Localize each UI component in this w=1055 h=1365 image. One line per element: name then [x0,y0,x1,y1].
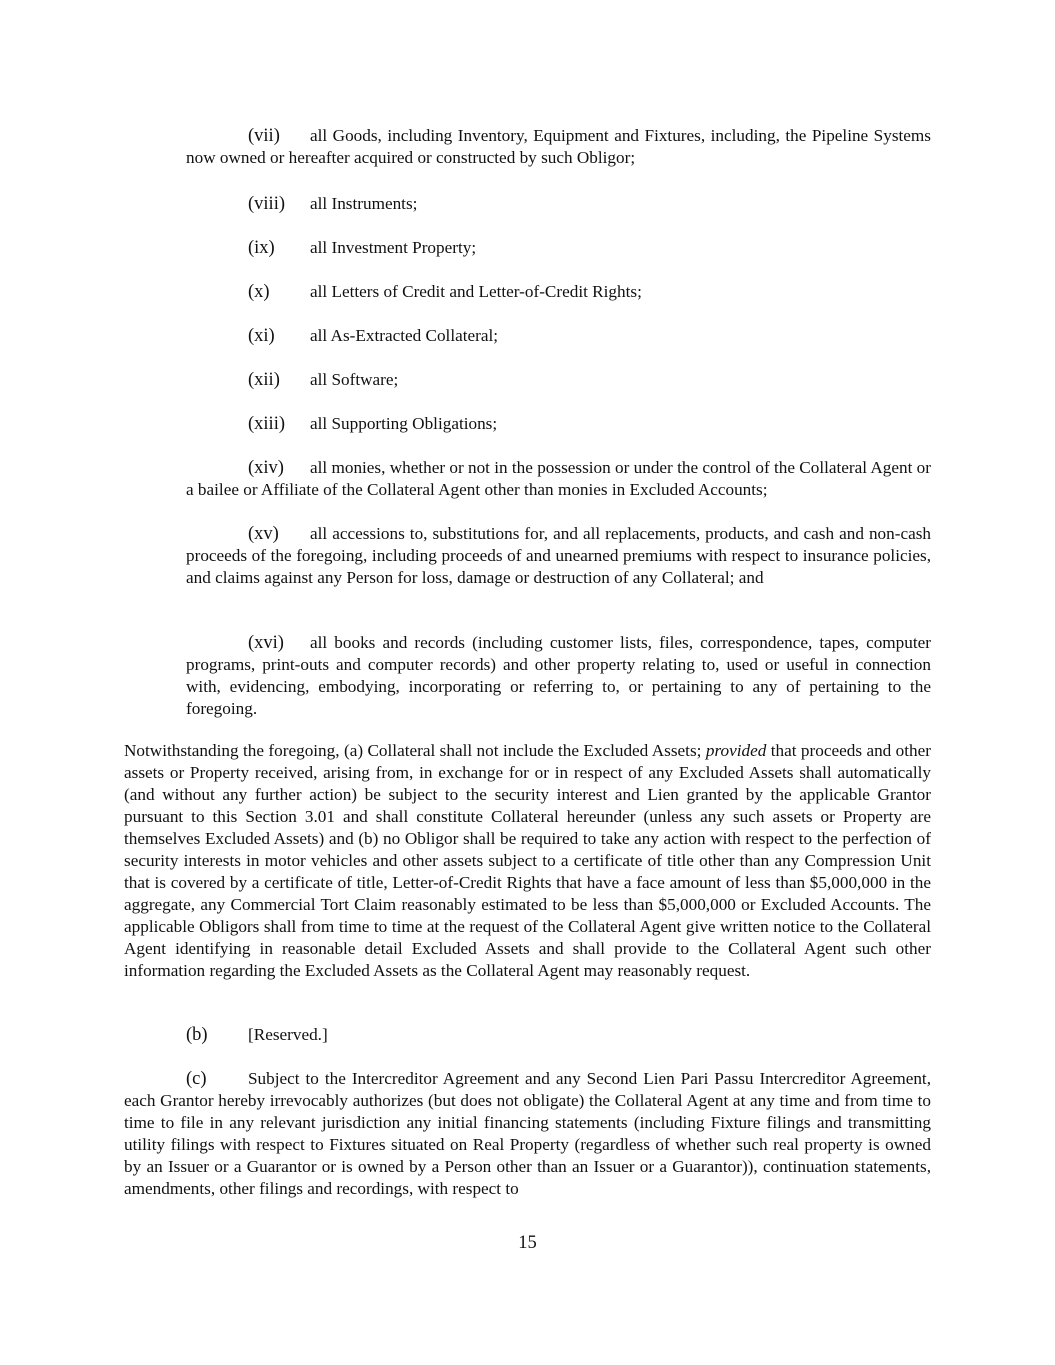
section-text: Subject to the Intercreditor Agreement and any Second Lien Pari Passu Intercreditor Agreement, each Grantor hereby irrevocably authorizes (but does not obligate) the Collateral Agent at any time and from time to time to file in any relevant jurisdiction any initial financing statements (including Fixture filings and transmitting utility filings with respect to Fixtures situated on Real Property (regardless of whether such real property is owned by an Issuer or a Guarantor or is owned by a Person other than an Issuer or a Guarantor)), continuation statements, amendments, other filings and recordings, with respect to [124,1069,931,1198]
clause-number: (xii) [248,370,280,390]
clause-xiv [186,457,931,501]
clause-number: (xvi) [248,633,284,653]
provided-emphasis: provided [705,741,767,760]
clause-number: (viii) [248,194,285,214]
clause-viii [248,193,931,215]
section-text: [Reserved.] [248,1025,328,1044]
clause-text: all books and records (including customer lists, files, correspondence, tapes, computer programs, print-outs and computer records) and other property relating to, used or useful in connection with, evidencing, embodying, incorporating or referring to, or pertaining to any of pertaining to the foregoing. [186,633,931,718]
section-number: (c) [186,1069,207,1089]
clause-text: all Investment Property; [310,238,477,257]
section-number: (b) [186,1025,208,1045]
section-b [124,1024,931,1046]
clause-text: all Letters of Credit and Letter-of-Credit Rights; [310,282,642,301]
page-number: 15 [518,1233,537,1253]
clause-text: all As-Extracted Collateral; [310,326,499,345]
notwithstanding-paragraph [124,740,931,982]
clause-number: (x) [248,282,270,302]
section-c [124,1068,931,1200]
clause-vii [186,125,931,169]
clause-xii [248,369,931,391]
clause-x [248,281,931,303]
clause-number: (ix) [248,238,275,258]
clause-number: (xi) [248,326,275,346]
clause-text: all Instruments; [310,194,418,213]
clause-number: (xiii) [248,414,285,434]
clause-xvi [186,632,931,720]
clause-text: all Software; [310,370,399,389]
paragraph-text-continued: that proceeds and other assets or Property received, arising from, in exchange for or in respect of any Excluded Assets shall automatically (and without any further action) be subject to the security interest and Lien granted by the applicable Grantor pursuant to this Section 3.01 and shall constitute Collateral hereunder (unless any such assets or Property are themselves Excluded Assets) and (b) no Obligor shall be required to take any action with respect to the perfection of security interests in motor vehicles and other assets subject to a certificate of title other than any Compression Unit that is covered by a certificate of title, Letter-of-Credit Rights that have a face amount of less than $5,000,000 in the aggregate, any Commercial Tort Claim reasonably estimated to be less than $5,000,000 or Excluded Accounts. The applicable Obligors shall from time to time at the request of the Collateral Agent give written notice to the Collateral Agent identifying in reasonable detail Excluded Assets and shall provide to the Collateral Agent such other information regarding the Excluded Assets as the Collateral Agent may reasonably request. [124,741,931,980]
clause-xv [186,523,931,589]
clause-number: (vii) [248,126,280,146]
clause-text: all Supporting Obligations; [310,414,498,433]
clause-text: all Goods, including Inventory, Equipment and Fixtures, including, the Pipeline Systems now owned or hereafter acquired or constructed by such Obligor; [186,126,931,167]
clause-xiii [248,413,931,435]
clause-text: all monies, whether or not in the possession or under the control of the Collateral Agent or a bailee or Affiliate of the Collateral Agent other than monies in Excluded Accounts; [186,458,931,499]
paragraph-text: Notwithstanding the foregoing, (a) Collateral shall not include the Excluded Assets; [124,741,706,760]
clause-number: (xiv) [248,458,284,478]
clause-text: all accessions to, substitutions for, and all replacements, products, and cash and non-cash proceeds of the foregoing, including proceeds of and unearned premiums with respect to insurance policies, and claims against any Person for loss, damage or destruction of any Collateral; and [186,524,931,587]
clause-xi [248,325,931,347]
clause-number: (xv) [248,524,279,544]
clause-ix [248,237,931,259]
